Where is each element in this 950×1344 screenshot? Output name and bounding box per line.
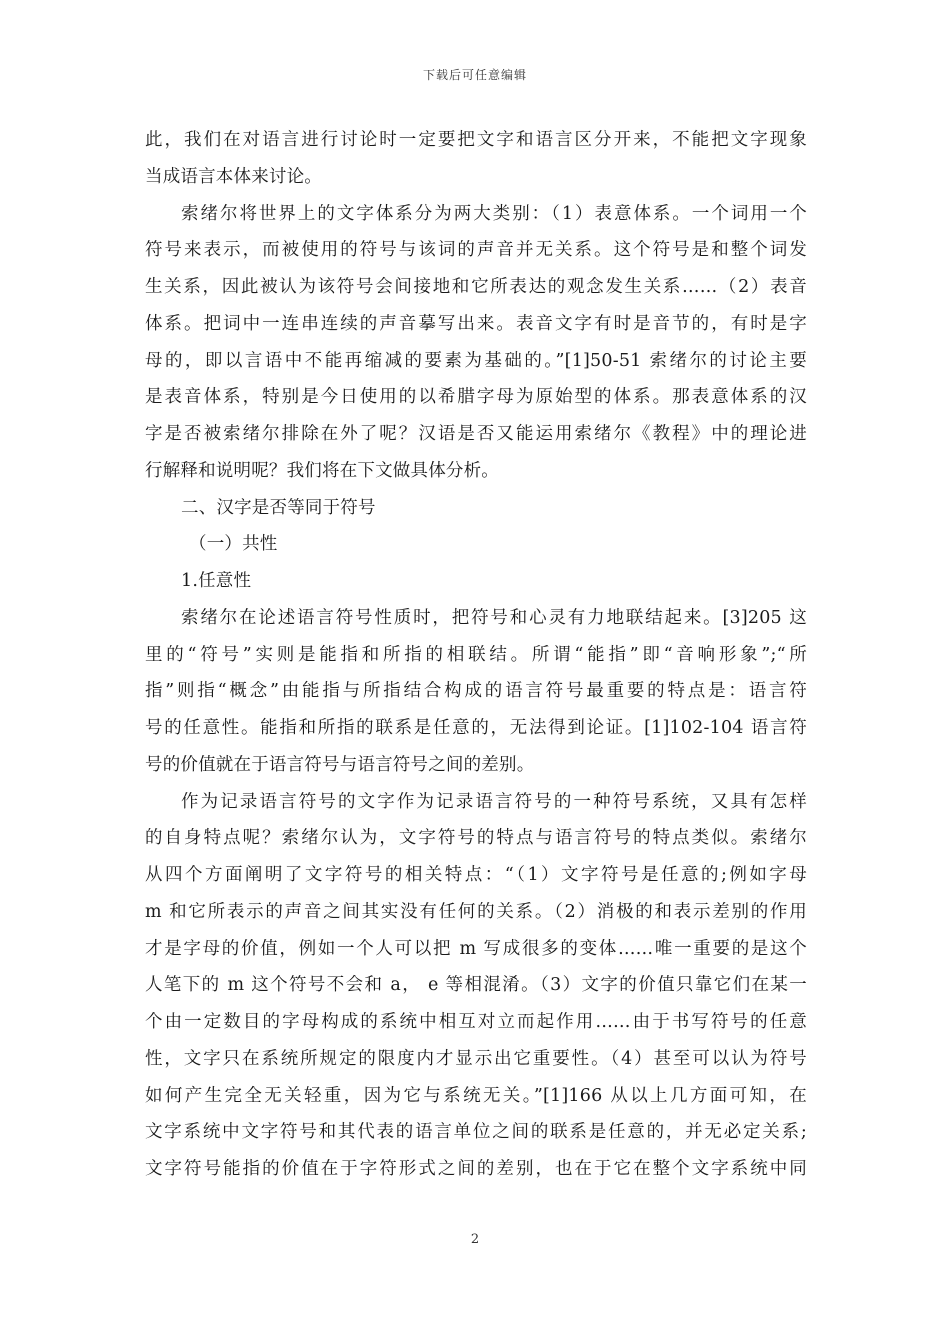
text-line: 个由一定数目的字母构成的系统中相互对立而起作用……由于书写符号的任意 bbox=[145, 1012, 807, 1032]
text-line: 索绪尔在论述语言符号性质时，把符号和心灵有力地联结起来。[3]205 这 bbox=[181, 607, 807, 628]
text-line: 里的“符号”实则是能指和所指的相联结。所谓“能指”即“音响形象”;“所 bbox=[145, 644, 807, 665]
text-line: 的自身特点呢？索绪尔认为，文字符号的特点与语言符号的特点类似。索绪尔 bbox=[145, 828, 807, 849]
page-header: 下载后可任意编辑 bbox=[422, 68, 527, 82]
document-body bbox=[145, 122, 807, 1188]
text-line: 是表音体系，特别是今日使用的以希腊字母为原始型的体系。那表意体系的汉 bbox=[145, 387, 807, 408]
text-line: 从四个方面阐明了文字符号的相关特点：“（1）文字符号是任意的;例如字母 bbox=[145, 865, 807, 885]
text-line: 索绪尔将世界上的文字体系分为两大类别：（1）表意体系。一个词用一个 bbox=[181, 203, 807, 224]
text-line: 母的，即以言语中不能再缩减的要素为基础的。”[1]50-51 索绪尔的讨论主要 bbox=[145, 350, 807, 371]
text-line: 生关系，因此被认为该符号会间接地和它所表达的观念发生关系……（2）表音 bbox=[145, 277, 807, 297]
text-line: 行解释和说明呢？我们将在下文做具体分析。 bbox=[145, 460, 499, 481]
text-line: 才是字母的价值，例如一个人可以把 m 写成很多的变体……唯一重要的是这个 bbox=[145, 938, 807, 959]
text-line: 文字符号能指的价值在于字符形式之间的差别，也在于它在整个文字系统中同 bbox=[145, 1159, 807, 1179]
text-line: 体系。把词中一连串连续的声音摹写出来。表音文字有时是音节的，有时是字 bbox=[145, 313, 807, 334]
text-line: 如何产生完全无关轻重，因为它与系统无关。”[1]166 从以上几方面可知，在 bbox=[145, 1085, 807, 1106]
text-line: 符号来表示，而被使用的符号与该词的声音并无关系。这个符号是和整个词发 bbox=[145, 240, 807, 261]
text-line: 当成语言本体来讨论。 bbox=[145, 166, 322, 187]
text-line: 字是否被索绪尔排除在外了呢？汉语是否又能运用索绪尔《教程》中的理论进 bbox=[145, 424, 807, 444]
text-line: m 和它所表示的声音之间其实没有任何的关系。（2）消极的和表示差别的作用 bbox=[145, 901, 807, 922]
subsection-heading: 1.任意性 bbox=[181, 571, 252, 591]
text-line: 指”则指“概念”由能指与所指结合构成的语言符号最重要的特点是：语言符 bbox=[145, 681, 807, 702]
text-line: 号的价值就在于语言符号与语言符号之间的差别。 bbox=[145, 754, 535, 775]
text-line: 性，文字只在系统所规定的限度内才显示出它重要性。（4）甚至可以认为符号 bbox=[145, 1048, 807, 1069]
subsection-heading: （一）共性 bbox=[189, 534, 278, 555]
section-heading: 二、汉字是否等同于符号 bbox=[181, 497, 376, 518]
text-line: 文字系统中文字符号和其代表的语言单位之间的联系是任意的，并无必定关系; bbox=[145, 1122, 807, 1143]
text-line: 此，我们在对语言进行讨论时一定要把文字和语言区分开来，不能把文字现象 bbox=[145, 130, 807, 150]
text-line: 作为记录语言符号的文字作为记录语言符号的一种符号系统，又具有怎样 bbox=[181, 791, 807, 812]
page-number: 2 bbox=[470, 1232, 480, 1247]
text-line: 号的任意性。能指和所指的联系是任意的，无法得到论证。[1]102-104 语言符 bbox=[145, 718, 807, 738]
text-line: 人笔下的 m 这个符号不会和 a， e 等相混淆。（3）文字的价值只靠它们在某一 bbox=[145, 975, 807, 996]
